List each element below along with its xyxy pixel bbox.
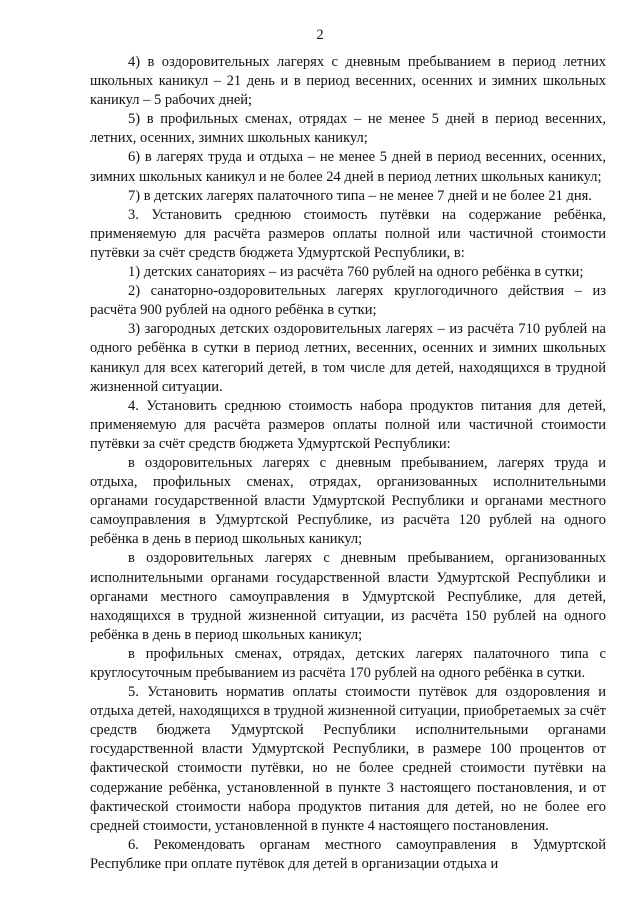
paragraph-section-6: 6. Рекомендовать органам местного самоуправления в Удмуртской Республике при оплате путёвок для детей в организации отдыха и [90,836,606,872]
paragraph-3-item-3-country-camps: 3) загородных детских оздоровительных лагерях – из расчёта 710 рублей на одного ребёнка в сутки в период летних, весенних, осенних и зимних школьных каникул для всех категорий детей, в том числе для детей, находящихся в трудной жизненной ситуации. [90,321,606,395]
paragraph-4-day-camps-150: в оздоровительных лагерях с дневным пребыванием, организованных исполнительными органами государственной власти Удмуртской Республики и органами местного самоуправления в Удмуртской Республике, для детей, находящихся в трудной жизненной ситуации, из расчёта 150 рублей на одного ребёнка в день в период школьных каникул; [90,550,606,643]
paragraph-item-4-day-camps: 4) в оздоровительных лагерях с дневным пребыванием в период летних школьных каникул – 21 день и в период весенних, осенних и зимних школьных каникул – 5 рабочих дней; [90,54,606,109]
paragraph-section-5: 5. Установить норматив оплаты стоимости путёвок для оздоровления и отдыха детей, находящихся в трудной жизненной ситуации, приобретаемых за счёт средств бюджета Удмуртской Республики исполнительными органами государственной власти Удмуртской Республики, в размере 100 процентов от фактической стоимости путёвки, но не более средней стоимости путёвки на содержание ребёнка, установленной в пункте 3 настоящего постановления, и от фактической стоимости набора продуктов питания для детей, но не более его средней стоимости, установленной в пункте 4 настоящего постановления. [90,684,606,834]
paragraph-3-item-1-sanatoriums: 1) детских санаториях – из расчёта 760 рублей на одного ребёнка в сутки; [128,264,584,281]
paragraph-section-4: 4. Установить среднюю стоимость набора продуктов питания для детей, применяемую для расчёта размеров оплаты полной или частичной стоимости путёвки за счёт средств бюджета Удмуртской Республики: [90,397,606,452]
document-body [90,53,606,874]
page-number: 2 [316,27,324,43]
paragraph-3-item-2-year-round-camps: 2) санаторно-оздоровительных лагерях круглогодичного действия – из расчёта 900 рублей на одного ребёнка в сутки; [90,283,606,319]
paragraph-item-7-tent-camps: 7) в детских лагерях палаточного типа – не менее 7 дней и не более 21 дня. [128,187,592,204]
paragraph-item-5-profile-shifts: 5) в профильных сменах, отрядах – не менее 5 дней в период весенних, летних, осенних, зимних школьных каникул; [90,111,606,147]
paragraph-item-6-labor-camps: 6) в лагерях труда и отдыха – не менее 5 дней в период весенних, осенних, зимних школьных каникул и не более 24 дней в период летних школьных каникул; [90,149,606,185]
paragraph-4-profile-shifts-170: в профильных сменах, отрядах, детских лагерях палаточного типа с круглосуточным пребыванием из расчёта 170 рублей на одного ребёнка в сутки. [90,645,606,681]
paragraph-4-day-camps-120: в оздоровительных лагерях с дневным пребыванием, лагерях труда и отдыха, профильных сменах, отрядах, организованных исполнительными органами государственной власти Удмуртской Республики и органами местного самоуправления в Удмуртской Республике, из расчёта 120 рублей на одного ребёнка в день в период школьных каникул; [90,454,606,548]
paragraph-section-3: 3. Установить среднюю стоимость путёвки на содержание ребёнка, применяемую для расчёта размеров оплаты полной или частичной стоимости путёвки за счёт средств бюджета Удмуртской Республики, в: [90,206,606,261]
